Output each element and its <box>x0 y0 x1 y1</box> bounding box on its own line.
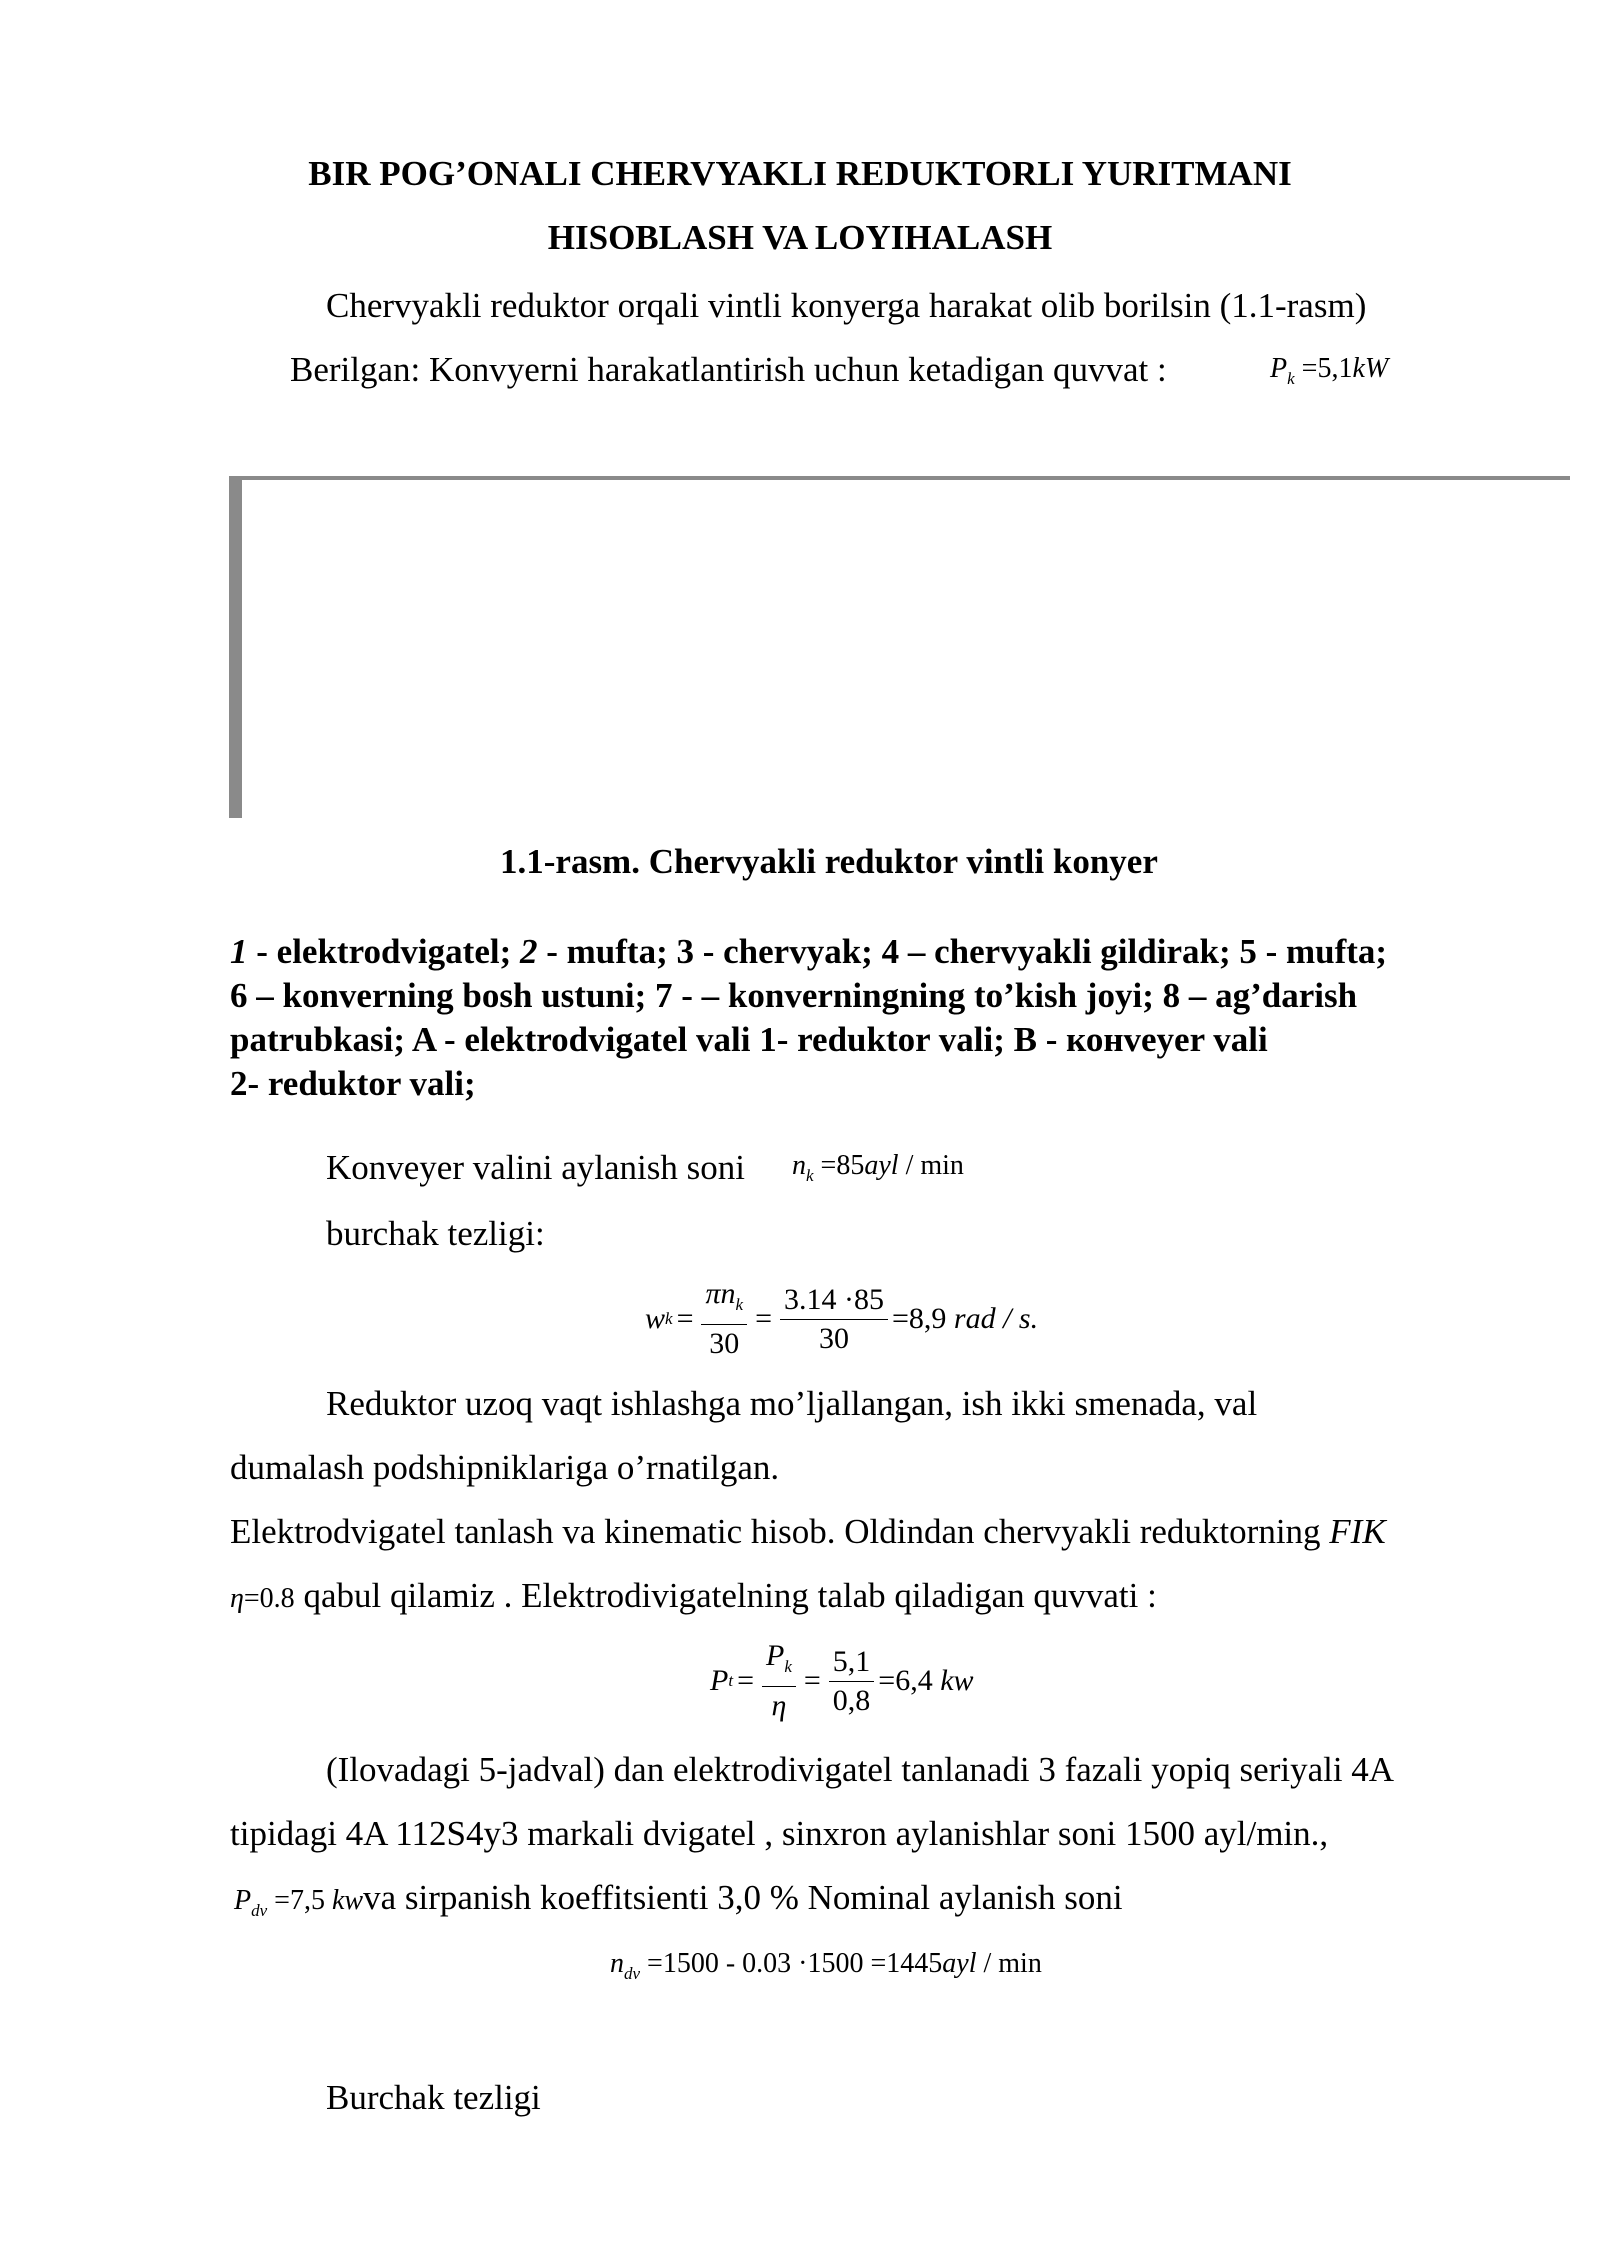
fraction <box>829 1643 875 1720</box>
formula-unit: / min <box>905 1150 964 1181</box>
formula-symbol: P <box>234 1885 252 1916</box>
formula-value: =7,5 <box>274 1885 325 1916</box>
equation-subscript: t <box>728 1671 734 1690</box>
fraction-subscript: k <box>784 1657 792 1676</box>
paragraph-3-line-2 <box>230 1576 1157 1616</box>
equation-unit: rad / s. <box>953 1302 1039 1335</box>
legend-number: 1 <box>230 932 248 971</box>
formula-value: =85 <box>820 1150 865 1181</box>
fik-abbreviation: FIK <box>1329 1512 1386 1551</box>
fraction <box>701 1275 747 1363</box>
nominal-speed-equation <box>610 1948 1042 1984</box>
page-title-line-2: HISOBLASH VA LOYIHALASH <box>547 218 1053 257</box>
paragraph-4-line-3 <box>234 1878 1123 1921</box>
given-text: Berilgan: Konvyerni harakatlantirish uchun ketadigan quvvat : <box>290 350 1167 389</box>
formula-symbol: η <box>230 1583 244 1614</box>
pdv-formula <box>234 1885 364 1920</box>
figure-frame-top <box>229 476 1570 480</box>
paragraph-4-line-2: tipidagi 4A 112S4y3 markali dvigatel , sinxron aylanishlar soni 1500 ayl/min., <box>230 1814 1329 1853</box>
equation-result: =6,4 <box>878 1664 933 1697</box>
formula-subscript: k <box>806 1166 814 1185</box>
figure-caption: 1.1-rasm. Chervyakli reduktor vintli konyer <box>500 842 1158 881</box>
angular-speed-label: burchak tezligi: <box>326 1214 545 1253</box>
required-power-equation <box>710 1636 974 1726</box>
formula-unit: kw <box>331 1885 364 1916</box>
last-line-heading: Burchak tezligi <box>326 2078 541 2117</box>
equation-unit: ayl <box>942 1948 977 1979</box>
legend-line-2: 6 – konverning bosh ustuni; 7 - – konverningning to’kish joyi; 8 – ag’darish patrubkasi; A - elektrodvigatel vali 1- reduktor vali; B - конveyer vali <box>230 976 1358 1059</box>
formula-unit: kW <box>1352 353 1389 384</box>
equation-lhs: w <box>645 1302 666 1335</box>
given-power-formula <box>1270 353 1388 389</box>
equation-unit: kw <box>940 1664 974 1697</box>
equation-lhs: P <box>710 1664 729 1697</box>
formula-symbol: n <box>792 1150 806 1181</box>
fraction-numerator: πn <box>705 1277 736 1310</box>
paragraph-2-line-2: dumalash podshipniklariga o’rnatilgan. <box>230 1448 780 1487</box>
equation-result: =8,9 <box>891 1302 947 1335</box>
legend-text: - mufta; 3 - chervyak; 4 – chervyakli gildirak; 5 - mufta; <box>537 932 1388 971</box>
fraction-numerator: 5,1 <box>829 1643 875 1682</box>
fraction-denominator: 0,8 <box>832 1683 871 1717</box>
figure-legend <box>230 930 1500 1106</box>
angular-speed-equation <box>645 1274 1038 1364</box>
paragraph-text: Elektrodvigatel tanlash va kinematic hisob. Oldindan chervyakli reduktorning <box>230 1512 1321 1551</box>
equals-sign: = <box>755 1302 772 1335</box>
figure-frame-left <box>229 476 242 818</box>
legend-number: 2 <box>519 932 538 971</box>
fraction-denominator: η <box>771 1689 787 1722</box>
fraction-numerator: P <box>765 1639 785 1672</box>
speed-text: Konveyer valini aylanish soni <box>326 1148 745 1187</box>
page-title-line-1: BIR POG’ONALI CHERVYAKLI REDUKTORLI YURITMANI <box>308 154 1292 193</box>
fraction-denominator: 30 <box>818 1321 849 1355</box>
equation-subscript: dv <box>624 1964 641 1983</box>
fraction-denominator: 30 <box>709 1327 740 1360</box>
paragraph-3-line-1 <box>230 1512 1386 1552</box>
paragraph-4-line-1: (Ilovadagi 5-jadval) dan elektrodivigatel tanlanadi 3 fazali yopiq seriyali 4A <box>326 1750 1395 1789</box>
equation-body: =1500 - 0.03 ·1500 =1445 <box>647 1948 943 1979</box>
formula-value: =5,1 <box>1301 353 1353 384</box>
formula-subscript: dv <box>251 1901 268 1920</box>
formula-value: =0.8 <box>243 1583 295 1614</box>
formula-unit: ayl <box>864 1150 899 1181</box>
equals-sign: = <box>676 1302 694 1335</box>
equation-lhs: n <box>610 1948 624 1979</box>
paragraph-text: va sirpanish koeffitsienti 3,0 % Nominal aylanish soni <box>363 1878 1123 1917</box>
fraction <box>762 1637 796 1725</box>
formula-symbol: P <box>1270 353 1288 384</box>
equation-unit: / min <box>983 1948 1042 1979</box>
fraction-subscript: k <box>735 1295 744 1314</box>
equation-subscript: k <box>665 1309 673 1328</box>
equals-sign: = <box>803 1664 821 1697</box>
formula-subscript: k <box>1287 369 1295 388</box>
legend-line-3: 2- reduktor vali; <box>230 1064 476 1103</box>
intro-text: Chervyakli reduktor orqali vintli konyerga harakat olib borilsin (1.1-rasm) <box>326 286 1367 325</box>
fraction <box>780 1281 888 1358</box>
speed-formula <box>792 1150 964 1186</box>
eta-formula <box>230 1583 295 1614</box>
equals-sign: = <box>737 1664 754 1697</box>
legend-text: - elektrodvigatel; <box>247 932 520 971</box>
legend-line-1 <box>230 930 1500 974</box>
paragraph-text: qabul qilamiz . Elektrodivigatelning talab qiladigan quvvati : <box>294 1576 1157 1615</box>
fraction-numerator: 3.14 ·85 <box>780 1281 888 1320</box>
paragraph-2-line-1: Reduktor uzoq vaqt ishlashga mo’ljallangan, ish ikki smenada, val <box>326 1384 1258 1423</box>
